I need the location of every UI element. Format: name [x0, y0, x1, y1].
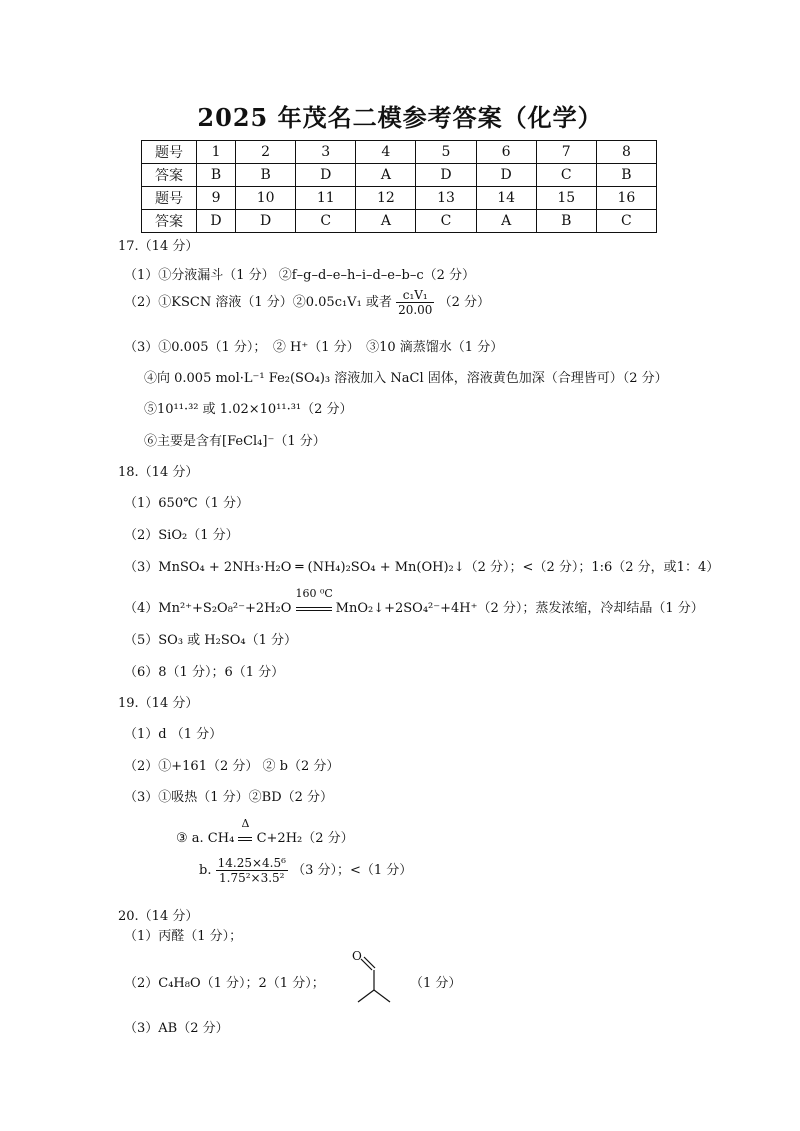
- oxygen-label: O: [352, 949, 362, 963]
- fraction-denominator: 20.00: [398, 303, 433, 317]
- answer-cell: 3: [296, 141, 356, 164]
- row-header-cell: 题号: [142, 187, 197, 210]
- answer-cell: D: [236, 210, 296, 233]
- q17-part1: （1）①分液漏斗（1 分） ②f–g–d–e–h–i–d–e–b–c（2 分）: [124, 268, 476, 283]
- answer-cell: D: [476, 164, 536, 187]
- answer-cell: 8: [596, 141, 656, 164]
- q19-part3b-label: b.: [199, 863, 212, 878]
- q17-part2: [124, 288, 490, 317]
- heating-condition-arrow: [238, 817, 252, 846]
- answer-cell: 9: [197, 187, 236, 210]
- isobutyraldehyde-structure: [350, 946, 410, 1006]
- q17-part5: ⑤10¹¹·³² 或 1.02×10¹¹·³¹（2 分）: [144, 402, 353, 417]
- answer-cell: C: [296, 210, 356, 233]
- q20-part3: （3）AB（2 分）: [124, 1021, 229, 1036]
- q20-part2: （2）C₄H₈O（1 分）；2（1 分）；: [124, 976, 325, 991]
- q17-part3: （3）①0.005（1 分）； ② H⁺（1 分） ③10 滴蒸馏水（1 分）: [124, 340, 504, 355]
- answer-cell: 15: [536, 187, 596, 210]
- q20-heading: 20.（14 分）: [118, 909, 199, 924]
- answer-cell: B: [197, 164, 236, 187]
- reaction-condition-arrow: [295, 587, 333, 616]
- row-header-cell: 答案: [142, 164, 197, 187]
- answer-cell: D: [416, 164, 476, 187]
- q18-part4-reactants: （4）Mn²⁺+S₂O₈²⁻+2H₂O: [124, 601, 292, 616]
- q17-part2-score: （2 分）: [438, 295, 490, 310]
- answer-cell: 4: [356, 141, 416, 164]
- answer-cell: 16: [596, 187, 656, 210]
- carbon-bond: [374, 990, 390, 1002]
- answer-table-row: [142, 164, 657, 187]
- q19-fraction: [216, 856, 288, 885]
- answer-table-row: [142, 141, 657, 164]
- answer-cell: C: [416, 210, 476, 233]
- fraction-numerator: 14.25×4.5⁶: [217, 856, 286, 870]
- q20-part1: （1）丙醛（1 分）；: [124, 929, 243, 944]
- answer-cell: 10: [236, 187, 296, 210]
- q19-part3b-score: （3 分）；<（1 分）: [292, 863, 413, 878]
- q19-part3b: [199, 856, 412, 885]
- q18-part5: （5）SO₃ 或 H₂SO₄（1 分）: [124, 633, 298, 648]
- answer-cell: 5: [416, 141, 476, 164]
- answer-cell: 1: [197, 141, 236, 164]
- answer-table: [141, 140, 657, 233]
- q18-part4-products: MnO₂↓+2SO₄²⁻+4H⁺（2 分）；蒸发浓缩，冷却结晶（1 分）: [335, 601, 704, 616]
- answer-cell: D: [197, 210, 236, 233]
- row-header-cell: 答案: [142, 210, 197, 233]
- q18-heading: 18.（14 分）: [118, 465, 199, 480]
- answer-cell: A: [356, 210, 416, 233]
- answer-cell: 14: [476, 187, 536, 210]
- q19-part2: （2）①+161（2 分） ② b（2 分）: [124, 759, 340, 774]
- answer-cell: 12: [356, 187, 416, 210]
- q19-part1: （1）d （1 分）: [124, 727, 223, 742]
- q17-part6: ⑥主要是含有[FeCl₄]⁻（1 分）: [144, 434, 326, 449]
- answer-cell: D: [296, 164, 356, 187]
- answer-cell: B: [536, 210, 596, 233]
- fraction-numerator: c₁V₁: [396, 288, 434, 303]
- answer-table-row: [142, 210, 657, 233]
- answer-cell: C: [596, 210, 656, 233]
- carbonyl-bond: [361, 959, 372, 970]
- answer-cell: 6: [476, 141, 536, 164]
- q18-part3: （3）MnSO₄ + 2NH₃·H₂O ═ (NH₄)₂SO₄ + Mn(OH)₂↓（2 分）；<（2 分）；1:6（2 分，或1：4）: [124, 560, 720, 575]
- answer-cell: A: [476, 210, 536, 233]
- q17-heading: 17.（14 分）: [118, 239, 199, 254]
- answer-cell: B: [236, 164, 296, 187]
- q18-part2: （2）SiO₂（1 分）: [124, 528, 239, 543]
- answer-cell: 2: [236, 141, 296, 164]
- q17-fraction: [396, 288, 434, 317]
- answer-cell: 11: [296, 187, 356, 210]
- page-title: 2025 年茂名二模参考答案（化学）: [197, 103, 603, 132]
- answer-cell: C: [536, 164, 596, 187]
- answer-cell: 13: [416, 187, 476, 210]
- answer-cell: 7: [536, 141, 596, 164]
- answer-cell: A: [356, 164, 416, 187]
- row-header-cell: 题号: [142, 141, 197, 164]
- q19-reactant: ③ a. CH₄: [176, 831, 235, 846]
- q19-part3: （3）①吸热（1 分）②BD（2 分）: [124, 790, 334, 805]
- q17-part4: ④向 0.005 mol·L⁻¹ Fe₂(SO₄)₃ 溶液加入 NaCl 固体，溶液黄色加深（合理皆可）（2 分）: [144, 371, 668, 386]
- answer-table-row: [142, 187, 657, 210]
- q19-heading: 19.（14 分）: [118, 696, 199, 711]
- carbonyl-bond: [364, 957, 375, 968]
- answer-cell: B: [596, 164, 656, 187]
- reaction-temperature: 160 ⁰C: [295, 587, 333, 600]
- q18-part1: （1）650℃（1 分）: [124, 496, 250, 511]
- q18-part4: [124, 587, 704, 616]
- carbon-bond: [358, 990, 374, 1002]
- q19-part3a: [176, 817, 354, 846]
- q17-part2-text: （2）①KSCN 溶液（1 分）②0.05c₁V₁ 或者: [124, 295, 392, 310]
- q19-products: C+2H₂（2 分）: [256, 831, 354, 846]
- q18-part6: （6）8（1 分）；6（1 分）: [124, 665, 285, 680]
- q20-part2-score: （1 分）: [410, 976, 462, 991]
- fraction-denominator: 1.75²×3.5²: [219, 871, 285, 885]
- heating-symbol: Δ: [241, 817, 250, 830]
